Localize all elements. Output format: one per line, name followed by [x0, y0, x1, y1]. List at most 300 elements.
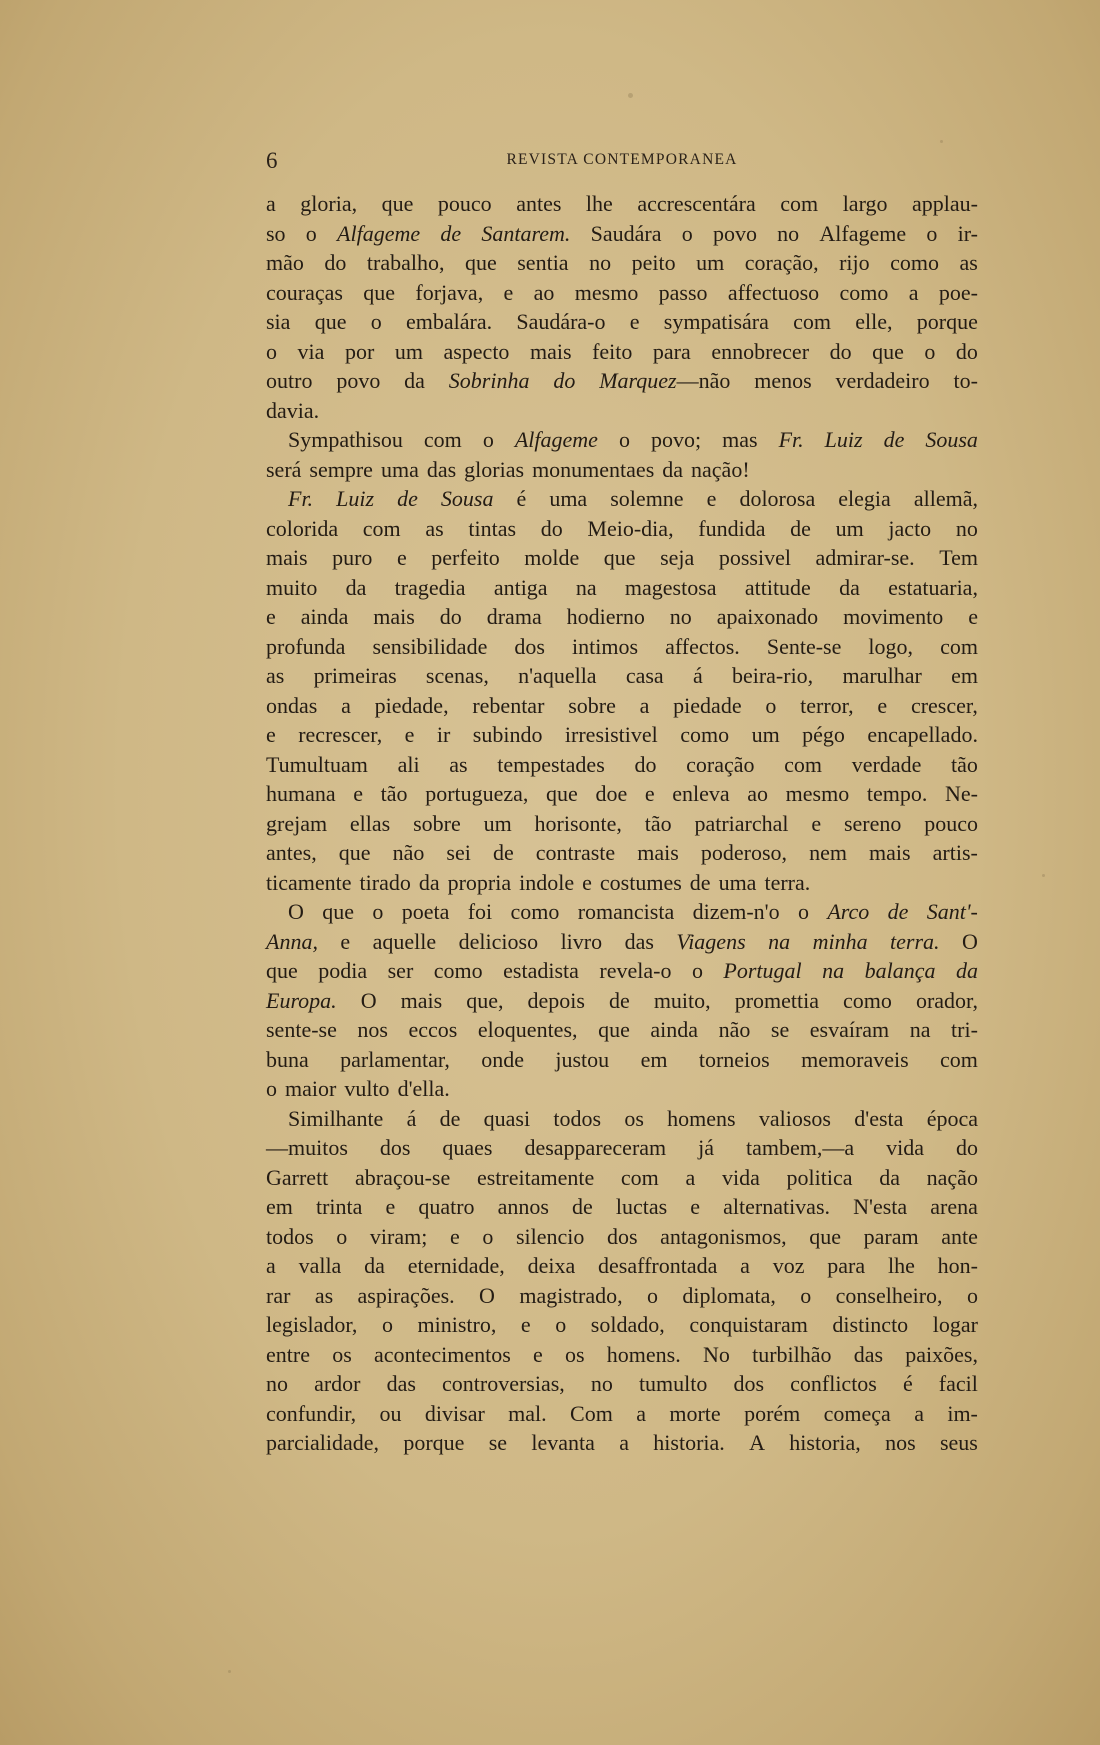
text-line: [266, 1399, 978, 1429]
word: allemã,: [913, 486, 978, 511]
word: uma: [718, 869, 757, 895]
word: da: [404, 368, 425, 393]
word: e: [968, 604, 978, 629]
word: tão: [380, 781, 408, 806]
word: no: [266, 1371, 288, 1396]
word: poe-: [938, 279, 978, 305]
text-line: [266, 1251, 978, 1281]
word: O: [479, 1282, 495, 1308]
word: que: [266, 958, 298, 983]
text-line: [266, 602, 978, 632]
word: das: [386, 1371, 416, 1396]
text-line: [266, 986, 978, 1016]
word: couraças: [266, 279, 343, 305]
word: quasi: [483, 1105, 531, 1131]
word: A: [749, 1430, 765, 1455]
word: politica: [786, 1164, 853, 1190]
word: o: [482, 427, 494, 452]
word: de: [887, 899, 909, 924]
word: Fr.: [288, 486, 314, 511]
text-line: [266, 337, 978, 367]
word: em: [266, 1194, 293, 1219]
word: davia.: [266, 397, 320, 423]
word: viram;: [369, 1223, 428, 1249]
word: seja: [660, 545, 695, 570]
word: embalára.: [405, 309, 493, 334]
word: sobre: [568, 692, 616, 718]
word: as: [449, 751, 468, 777]
word: conquistaram: [689, 1312, 808, 1337]
word: trinta: [315, 1194, 363, 1219]
word: nação!: [691, 456, 750, 482]
word: de: [790, 515, 811, 541]
word: o: [646, 1282, 658, 1308]
word: delicioso: [458, 928, 539, 954]
word: propria: [447, 869, 512, 895]
text-line: [266, 1281, 978, 1311]
word: turbilhão: [752, 1341, 832, 1367]
word: de: [439, 1105, 461, 1131]
word: artis-: [932, 840, 978, 865]
word: aquelle: [372, 928, 437, 954]
word: da: [418, 869, 440, 895]
word: com: [793, 309, 832, 334]
word: intimos: [572, 633, 639, 659]
word: ir-: [957, 220, 978, 246]
word: Sympathisou: [288, 427, 403, 452]
word: os: [624, 1105, 644, 1131]
word: ellas: [349, 810, 391, 836]
word: Arco: [827, 899, 870, 924]
word: confundir,: [266, 1400, 357, 1426]
word: por: [344, 338, 375, 364]
word: ticamente: [266, 869, 352, 895]
word: é: [902, 1371, 913, 1396]
text-line: [266, 868, 978, 898]
word: mão: [266, 250, 304, 275]
word: será: [266, 456, 302, 482]
word: e: [396, 545, 407, 570]
word: mais: [869, 840, 911, 865]
word: que: [809, 1223, 842, 1249]
word: pouco: [437, 191, 492, 216]
word: deixa: [527, 1253, 576, 1278]
word: de: [883, 427, 905, 452]
word: quatro: [418, 1194, 475, 1219]
word: revela-o: [599, 958, 672, 983]
word: affectuoso: [727, 279, 820, 305]
word: eternidade,: [407, 1253, 505, 1278]
word: as: [425, 515, 444, 541]
body-text: [266, 189, 978, 1458]
word: e: [520, 1312, 531, 1337]
word: de: [572, 1194, 593, 1219]
word: sympatisára: [663, 309, 769, 334]
word: com: [940, 1046, 978, 1072]
word: magestosa: [624, 574, 717, 600]
word: indole: [519, 869, 575, 895]
word: historia.: [653, 1430, 725, 1455]
word: e: [706, 486, 717, 511]
word: para: [652, 338, 691, 364]
page-number: 6: [266, 148, 278, 173]
word: tragedia: [394, 574, 466, 600]
word: O: [360, 987, 377, 1013]
word: dizem-n'o: [692, 899, 780, 924]
word: com: [784, 751, 823, 777]
word: minha: [812, 928, 868, 954]
word: e: [582, 869, 592, 895]
word: possivel: [718, 545, 791, 570]
word: hon-: [937, 1253, 978, 1278]
word: Sobrinha: [448, 368, 530, 393]
word: o: [381, 1312, 393, 1337]
word: portugueza,: [425, 781, 529, 806]
word: e: [644, 781, 655, 806]
word: na: [909, 1017, 931, 1042]
text-line: [266, 838, 978, 868]
word: memoraveis: [801, 1046, 909, 1072]
text-line: [266, 809, 978, 839]
word: a: [619, 1430, 629, 1455]
word: Luiz: [336, 486, 375, 511]
word: crescer,: [910, 692, 978, 718]
page-header: [266, 148, 978, 174]
word: de: [609, 987, 630, 1013]
word: povo;: [650, 427, 702, 452]
text-line: [266, 927, 978, 957]
word: monumentaes: [532, 456, 655, 482]
word: arena: [930, 1194, 978, 1219]
word: á: [692, 663, 703, 688]
word: pouco: [924, 810, 978, 836]
word: subindo: [472, 722, 543, 747]
word: encapellado.: [867, 722, 978, 747]
word: dos: [733, 1371, 765, 1396]
word: Tumultuam: [266, 751, 368, 777]
word: acontecimentos: [373, 1341, 511, 1367]
word: os: [332, 1341, 352, 1367]
word: rijo: [839, 250, 870, 275]
paragraph: [266, 484, 978, 897]
word: nem: [809, 840, 847, 865]
word: historia,: [789, 1430, 861, 1455]
word: controversias,: [441, 1371, 565, 1396]
word: to-: [953, 368, 978, 393]
word: Similhante: [288, 1105, 384, 1131]
word: luctas: [615, 1194, 668, 1219]
text-line: [266, 897, 978, 927]
word: todos: [553, 1105, 602, 1131]
word: as: [314, 1282, 334, 1308]
word: ardor: [314, 1371, 361, 1396]
word: mais: [529, 338, 572, 364]
word: fundida: [698, 515, 766, 541]
word: a: [685, 1164, 696, 1190]
word: e: [877, 692, 888, 718]
text-line: [266, 425, 978, 455]
word: da: [839, 574, 860, 600]
text-line: [266, 543, 978, 573]
word: marulhar: [842, 663, 922, 688]
word: perfeito: [431, 545, 500, 570]
text-line: [266, 396, 978, 426]
word: feito: [592, 338, 633, 364]
word: ali: [397, 751, 420, 777]
word: via: [297, 338, 325, 364]
paper-spot: [628, 93, 633, 98]
word: começa: [823, 1400, 891, 1426]
word: vulto: [344, 1076, 390, 1101]
word: Europa.: [266, 987, 337, 1013]
word: com: [362, 515, 401, 541]
word: parlamentar,: [340, 1046, 450, 1072]
word: nos: [885, 1430, 916, 1455]
word: piedade: [673, 692, 742, 718]
word: e: [690, 1194, 701, 1219]
word: Sente-se: [766, 633, 842, 659]
word: rebentar: [472, 692, 545, 718]
word: no: [955, 515, 978, 541]
word: doe: [595, 781, 628, 806]
word: applau-: [912, 191, 978, 216]
word: do: [540, 515, 563, 541]
text-line: [266, 1222, 978, 1252]
word: no: [777, 220, 800, 246]
text-line: [266, 1310, 978, 1340]
word: ir: [436, 722, 451, 747]
word: O: [962, 928, 978, 954]
word: balança: [864, 958, 936, 983]
word: seus: [939, 1430, 978, 1455]
word: valla: [298, 1253, 342, 1278]
word: ainda: [300, 604, 349, 629]
word: glorias: [464, 456, 525, 482]
word: outro: [266, 368, 313, 393]
word: trabalho,: [366, 250, 445, 275]
word: Ne-: [944, 781, 978, 806]
word: com: [780, 191, 819, 216]
word: Marquez—não: [599, 368, 731, 393]
word: nação: [926, 1164, 978, 1190]
word: desappareceram: [524, 1135, 667, 1160]
word: primeiras: [313, 663, 397, 688]
word: dos: [606, 1223, 638, 1249]
word: jacto: [888, 515, 932, 541]
word: e: [385, 1194, 396, 1219]
word: da: [956, 958, 978, 983]
word: a: [639, 692, 650, 718]
text-line: [266, 573, 978, 603]
word: —muitos: [266, 1135, 348, 1160]
word: Sousa: [925, 427, 978, 452]
word: foi: [467, 899, 493, 924]
text-line: [266, 1045, 978, 1075]
word: valiosos: [758, 1105, 831, 1131]
word: tintas: [468, 515, 517, 541]
word: o: [482, 1223, 494, 1249]
text-line: [266, 189, 978, 219]
word: poderoso,: [700, 840, 788, 865]
word: humana: [266, 781, 336, 806]
word: dos: [514, 633, 545, 659]
word: aspecto: [443, 338, 510, 364]
word: que: [363, 279, 396, 305]
word: legislador,: [266, 1312, 358, 1337]
word: e: [266, 722, 276, 747]
word: e: [629, 309, 640, 334]
word: a: [266, 1253, 276, 1278]
word: do: [324, 250, 347, 275]
paper-spot: [1042, 874, 1045, 877]
paper-spot: [940, 140, 943, 143]
word: param: [863, 1223, 919, 1249]
word: antes,: [266, 840, 317, 865]
paper-spot: [228, 1670, 231, 1673]
word: colorida: [266, 515, 339, 541]
word: se: [488, 1430, 508, 1455]
word: uma: [380, 456, 419, 482]
word: verdade: [851, 751, 922, 777]
word: affectos.: [665, 633, 740, 659]
word: maior: [285, 1076, 337, 1101]
word: ser: [387, 958, 414, 983]
word: romancista: [577, 899, 675, 924]
word: e: [340, 928, 351, 954]
word: mas: [722, 427, 758, 452]
word: abraçou-se: [354, 1164, 451, 1190]
text-line: [266, 1074, 978, 1104]
word: Sousa: [440, 486, 494, 511]
word: povo: [712, 220, 757, 246]
word: desaffrontada: [598, 1253, 718, 1278]
word: entre: [266, 1341, 310, 1367]
word: tirado: [359, 869, 411, 895]
word: o: [966, 1282, 978, 1308]
word: como: [843, 987, 892, 1013]
text-line: [266, 455, 978, 485]
word: irresistivel: [564, 722, 658, 747]
word: e: [353, 781, 364, 806]
word: estatuaria,: [888, 574, 978, 600]
word: e: [503, 279, 514, 305]
word: torneios: [698, 1046, 770, 1072]
word: gloria,: [300, 191, 358, 216]
word: um: [483, 810, 512, 836]
word: coração,: [744, 250, 819, 275]
word: so: [266, 220, 286, 246]
word: facil: [938, 1371, 978, 1396]
word: um: [696, 250, 725, 275]
word: ao: [747, 781, 769, 806]
word: tempestades: [497, 751, 605, 777]
word: eloquentes,: [477, 1017, 578, 1042]
text-line: [266, 632, 978, 662]
text-line: [266, 219, 978, 249]
word: de: [492, 840, 514, 865]
word: uma: [549, 486, 588, 511]
word: parcialidade,: [266, 1430, 379, 1455]
word: antes: [516, 191, 562, 216]
word: que: [381, 191, 414, 216]
word: ainda: [650, 1017, 699, 1042]
word: piedade,: [374, 692, 449, 718]
word: conflictos: [790, 1371, 877, 1396]
word: o: [924, 338, 936, 364]
word: a: [266, 191, 276, 216]
word: esvaíram: [809, 1017, 890, 1042]
word: Com: [570, 1400, 613, 1426]
word: Alfageme: [337, 220, 421, 246]
word: logar: [932, 1312, 978, 1337]
word: do: [634, 751, 657, 777]
word: Garrett: [266, 1164, 329, 1190]
word: em: [951, 663, 978, 688]
word: o: [336, 1223, 348, 1249]
word: o: [681, 220, 693, 246]
word: como: [890, 250, 940, 275]
word: e: [266, 604, 276, 629]
word: largo: [842, 191, 888, 216]
word: buna: [266, 1046, 309, 1072]
word: hodierno: [566, 604, 645, 629]
word: sobre: [413, 810, 461, 836]
word: im-: [947, 1400, 978, 1426]
word: diplomata,: [682, 1282, 776, 1308]
text-line: [266, 956, 978, 986]
word: podia: [318, 958, 368, 983]
text-line: [266, 366, 978, 396]
text-line: [266, 248, 978, 278]
word: como: [680, 722, 730, 747]
word: poeta: [401, 899, 450, 924]
word: mais: [266, 545, 308, 570]
word: já: [698, 1135, 715, 1160]
word: grejam: [266, 810, 328, 836]
word: sensibilidade: [372, 633, 488, 659]
word: dolorosa: [739, 486, 816, 511]
word: da: [879, 1164, 900, 1190]
paragraph: [266, 425, 978, 484]
word: não: [392, 840, 425, 865]
word: como: [839, 279, 889, 305]
word: ao: [533, 279, 555, 305]
word: da: [364, 1253, 385, 1278]
word: silencio: [515, 1223, 585, 1249]
word: como: [433, 958, 483, 983]
word: divisar: [424, 1400, 485, 1426]
word: ou: [379, 1400, 402, 1426]
text-line: [266, 779, 978, 809]
text-line: [266, 278, 978, 308]
word: logo,: [868, 633, 914, 659]
word: que: [546, 781, 578, 806]
word: porém: [744, 1400, 801, 1426]
word: sei: [446, 840, 471, 865]
paragraph: [266, 1104, 978, 1458]
word: sempre: [309, 456, 373, 482]
word: que: [464, 250, 497, 275]
word: alternativas.: [723, 1194, 831, 1219]
word: que: [338, 840, 371, 865]
word: Portugal: [723, 958, 802, 983]
word: homens.: [606, 1341, 681, 1367]
word: sente-se: [266, 1017, 337, 1042]
word: com: [423, 427, 462, 452]
word: vida: [886, 1135, 924, 1160]
word: morte: [669, 1400, 721, 1426]
word: os: [565, 1341, 585, 1367]
